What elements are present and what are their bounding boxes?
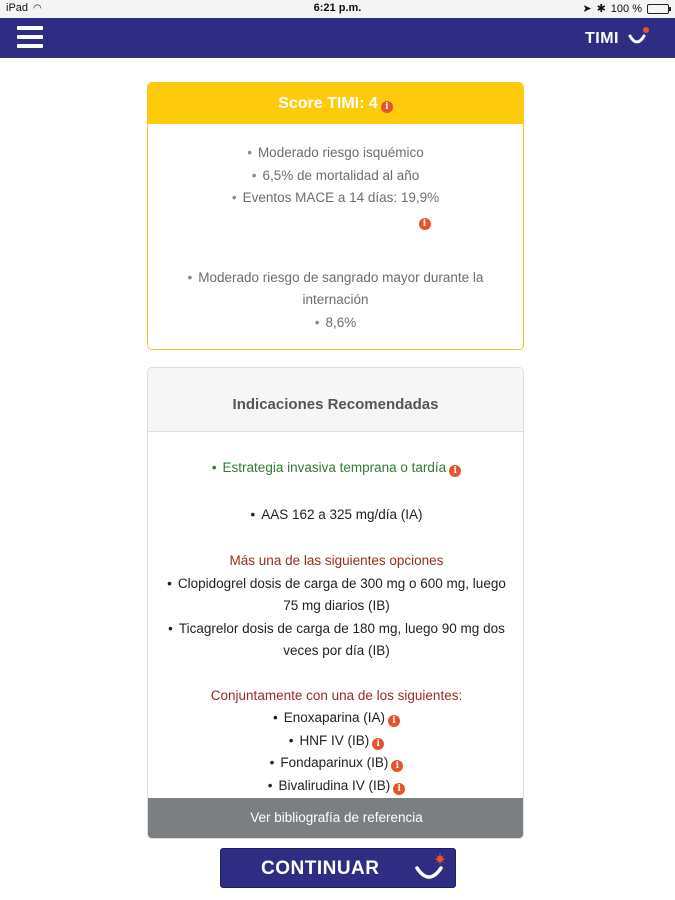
list-item: • 6,5% de mortalidad al año [148, 165, 523, 188]
anticoagulant-label: • Fondaparinux (IB) [270, 755, 389, 770]
anticoagulant-label: • HNF IV (IB) [289, 733, 369, 748]
battery-icon [647, 4, 669, 14]
info-icon[interactable]: i [419, 218, 431, 230]
timi-logo-icon [413, 852, 447, 886]
status-time: 6:21 p.m. [313, 2, 362, 14]
list-item: • Ticagrelor dosis de carga de 180 mg, luego 90 mg dos veces por día (IB) [148, 618, 524, 663]
score-card [147, 82, 524, 350]
score-title: Score TIMI: 4 [278, 95, 378, 112]
info-icon[interactable]: i [388, 715, 400, 727]
brand [585, 24, 651, 50]
brand-name: TIMI [585, 30, 619, 47]
status-right [582, 2, 669, 15]
score-body [148, 124, 523, 334]
info-icon[interactable]: i [393, 783, 405, 795]
list-item: • Eventos MACE a 14 días: 19,9% [148, 187, 523, 210]
bibliography-button[interactable]: Ver bibliografía de referencia [148, 798, 524, 838]
indications-body [148, 432, 524, 800]
continue-label: CONTINUAR [261, 858, 380, 879]
strategy-row [148, 457, 524, 480]
info-icon[interactable]: i [449, 465, 461, 477]
app-header [0, 18, 675, 58]
list-item: • 8,6% [148, 312, 523, 335]
options-heading: Más una de las siguientes opciones [229, 553, 444, 568]
score-header [148, 83, 523, 124]
list-item: • Moderado riesgo isquémico [148, 142, 523, 165]
list-item [148, 730, 524, 753]
device-name: iPad [6, 2, 29, 14]
list-item: • Moderado riesgo de sangrado mayor durante la internación [148, 267, 523, 312]
info-icon[interactable]: i [372, 738, 384, 750]
list-item: • Clopidogrel dosis de carga de 300 mg o 600 mg, luego 75 mg diarios (IB) [148, 573, 524, 618]
indications-title: Indicaciones Recomendadas [148, 368, 523, 432]
continue-button[interactable] [220, 848, 456, 888]
wifi-icon: ◠ [33, 2, 42, 14]
status-bar [0, 0, 675, 18]
strategy-text: • Estrategia invasiva temprana o tardía [212, 460, 446, 475]
battery-percent: 100 % [610, 2, 642, 15]
indications-card [147, 367, 524, 839]
anticoagulant-label: • Enoxaparina (IA) [273, 710, 385, 725]
conjunct-heading: Conjuntamente con una de los siguientes: [210, 687, 463, 703]
location-icon: ➤ [582, 3, 592, 15]
anticoagulant-label: • Bivalirudina IV (IB) [268, 778, 391, 793]
mace-info-row [148, 210, 523, 232]
info-icon[interactable]: i [381, 101, 393, 113]
timi-logo-icon [625, 24, 651, 50]
list-item [148, 707, 524, 730]
info-icon[interactable]: i [391, 760, 403, 772]
bluetooth-icon: ✱ [596, 3, 606, 15]
list-item [148, 775, 524, 798]
list-item [148, 752, 524, 775]
aas-item: • AAS 162 a 325 mg/día (IA) [148, 504, 524, 527]
hamburger-icon[interactable] [17, 26, 43, 48]
